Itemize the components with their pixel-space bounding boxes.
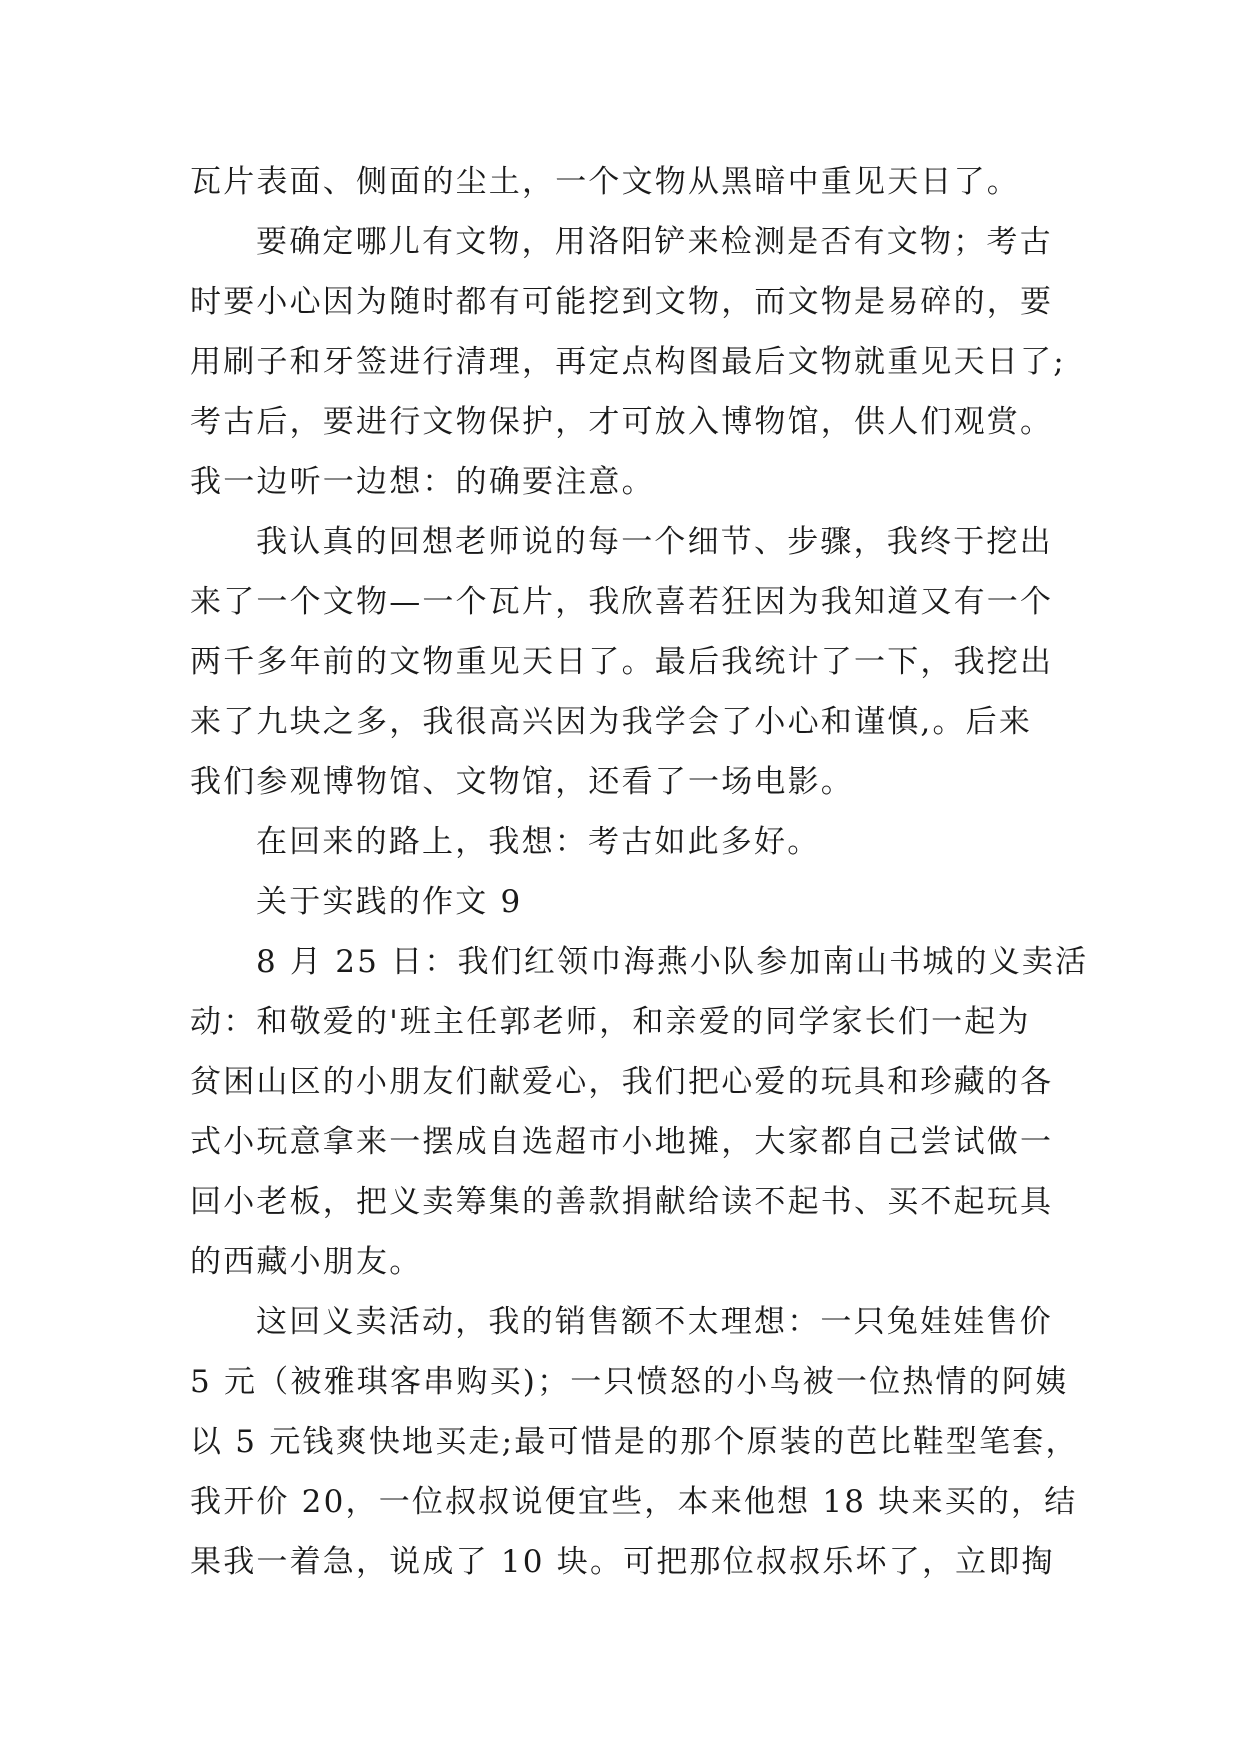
text-line: 关于实践的作文 9	[256, 884, 523, 920]
text-line: 来了九块之多，我很高兴因为我学会了小心和谨慎,。后来	[190, 704, 1033, 740]
text-line: 这回义卖活动，我的销售额不太理想：一只兔娃娃售价	[256, 1304, 1053, 1340]
text-line: 时要小心因为随时都有可能挖到文物，而文物是易碎的，要	[190, 284, 1054, 320]
document-body	[190, 152, 1089, 1592]
text-line: 5 元（被雅琪客串购买)；一只愤怒的小鸟被一位热情的阿姨	[190, 1364, 1069, 1400]
text-line: 动：和敬爱的'班主任郭老师，和亲爱的同学家长们一起为	[190, 1004, 1031, 1040]
text-line: 瓦片表面、侧面的尘土，一个文物从黑暗中重见天日了。	[190, 164, 1020, 200]
text-line: 以 5 元钱爽快地买走;最可惜是的那个原装的芭比鞋型笔套，	[190, 1424, 1079, 1460]
text-line: 我开价 20，一位叔叔说便宜些，本来他想 18 块来买的，结	[190, 1484, 1078, 1520]
text-line: 的西藏小朋友。	[190, 1244, 423, 1280]
text-line: 8 月 25 日：我们红领巾海燕小队参加南山书城的义卖活	[256, 944, 1089, 980]
text-line: 来了一个文物—一个瓦片，我欣喜若狂因为我知道又有一个	[190, 584, 1054, 620]
text-line: 式小玩意拿来一摆成自选超市小地摊，大家都自己尝试做一	[190, 1124, 1054, 1160]
text-line: 果我一着急，说成了 10 块。可把那位叔叔乐坏了，立即掏	[190, 1544, 1055, 1580]
text-line: 在回来的路上，我想：考古如此多好。	[256, 824, 821, 860]
text-line: 考古后，要进行文物保护，才可放入博物馆，供人们观赏。	[190, 404, 1054, 440]
text-line: 用刷子和牙签进行清理，再定点构图最后文物就重见天日了;	[190, 344, 1066, 380]
text-line: 回小老板，把义卖筹集的善款捐献给读不起书、买不起玩具	[190, 1184, 1054, 1220]
text-line: 我们参观博物馆、文物馆，还看了一场电影。	[190, 764, 854, 800]
text-line: 我一边听一边想：的确要注意。	[190, 464, 655, 500]
text-line: 贫困山区的小朋友们献爱心，我们把心爱的玩具和珍藏的各	[190, 1064, 1054, 1100]
text-line: 两千多年前的文物重见天日了。最后我统计了一下，我挖出	[190, 644, 1054, 680]
text-line: 我认真的回想老师说的每一个细节、步骤，我终于挖出	[256, 524, 1053, 560]
text-line: 要确定哪儿有文物，用洛阳铲来检测是否有文物；考古	[256, 224, 1053, 260]
